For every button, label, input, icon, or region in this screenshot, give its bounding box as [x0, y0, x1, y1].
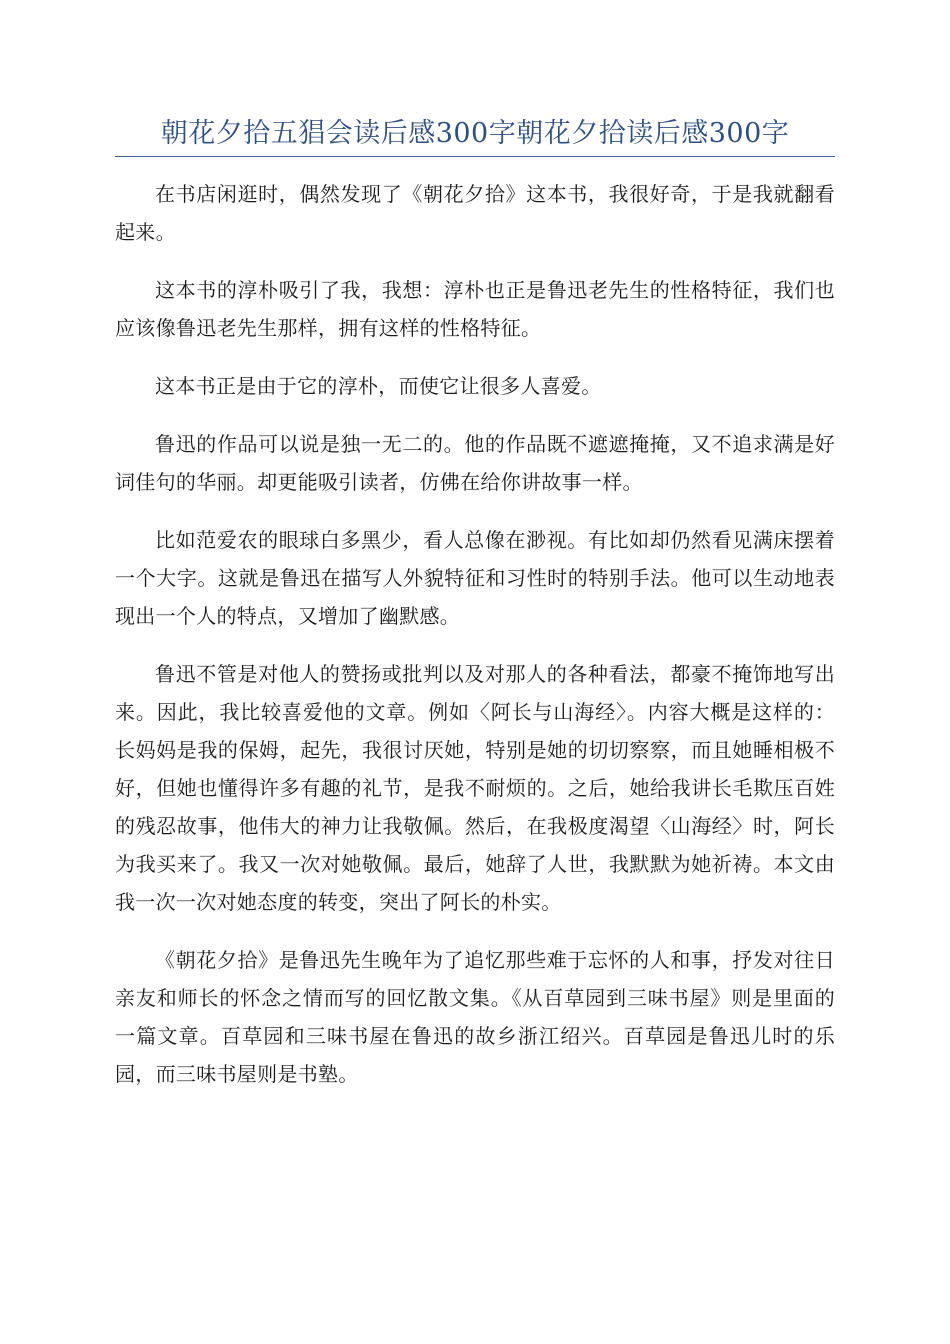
- paragraph-2: 这本书的淳朴吸引了我，我想：淳朴也正是鲁迅老先生的性格特征，我们也应该像鲁迅老先生那样，拥有这样的性格特征。: [115, 278, 835, 340]
- document-body: [115, 175, 835, 1113]
- paragraph-7: 《朝花夕拾》是鲁迅先生晚年为了追忆那些难于忘怀的人和事，抒发对往日亲友和师长的怀念之情而写的回忆散文集。《从百草园到三味书屋》则是里面的一篇文章。百草园和三味书屋在鲁迅的故乡浙江绍兴。百草园是鲁迅儿时的乐园，而三味书屋则是书塾。: [115, 948, 835, 1086]
- document-title: 朝花夕拾五猖会读后感300字朝花夕拾读后感300字: [160, 118, 790, 149]
- paragraph-6: 鲁迅不管是对他人的赞扬或批判以及对那人的各种看法，都豪不掩饰地写出来。因此，我比较喜爱他的文章。例如〈阿长与山海经〉。内容大概是这样的：长妈妈是我的保姆，起先，我很讨厌她，特别是她的切切察察，而且她睡相极不好，但她也懂得许多有趣的礼节，是我不耐烦的。之后，她给我讲长毛欺压百姓的残忍故事，他伟大的神力让我敬佩。然后，在我极度渴望〈山海经〉时，阿长为我买来了。我又一次对她敬佩。最后，她辞了人世，我默默为她祈祷。本文由我一次一次对她态度的转变，突出了阿长的朴实。: [115, 662, 835, 914]
- paragraph-3: 这本书正是由于它的淳朴，而使它让很多人喜爱。: [155, 374, 602, 398]
- paragraph-5: 比如范爱农的眼球白多黑少，看人总像在渺视。有比如却仍然看见满床摆着一个大字。这就是鲁迅在描写人外貌特征和习性时的特别手法。他可以生动地表现出一个人的特点，又增加了幽默感。: [115, 528, 835, 628]
- title-block: [115, 112, 835, 157]
- paragraph-1: 在书店闲逛时，偶然发现了《朝花夕拾》这本书，我很好奇，于是我就翻看起来。: [115, 182, 835, 244]
- paragraph-4: 鲁迅的作品可以说是独一无二的。他的作品既不遮遮掩掩，又不追求满是好词佳句的华丽。却更能吸引读者，仿佛在给你讲故事一样。: [115, 432, 835, 494]
